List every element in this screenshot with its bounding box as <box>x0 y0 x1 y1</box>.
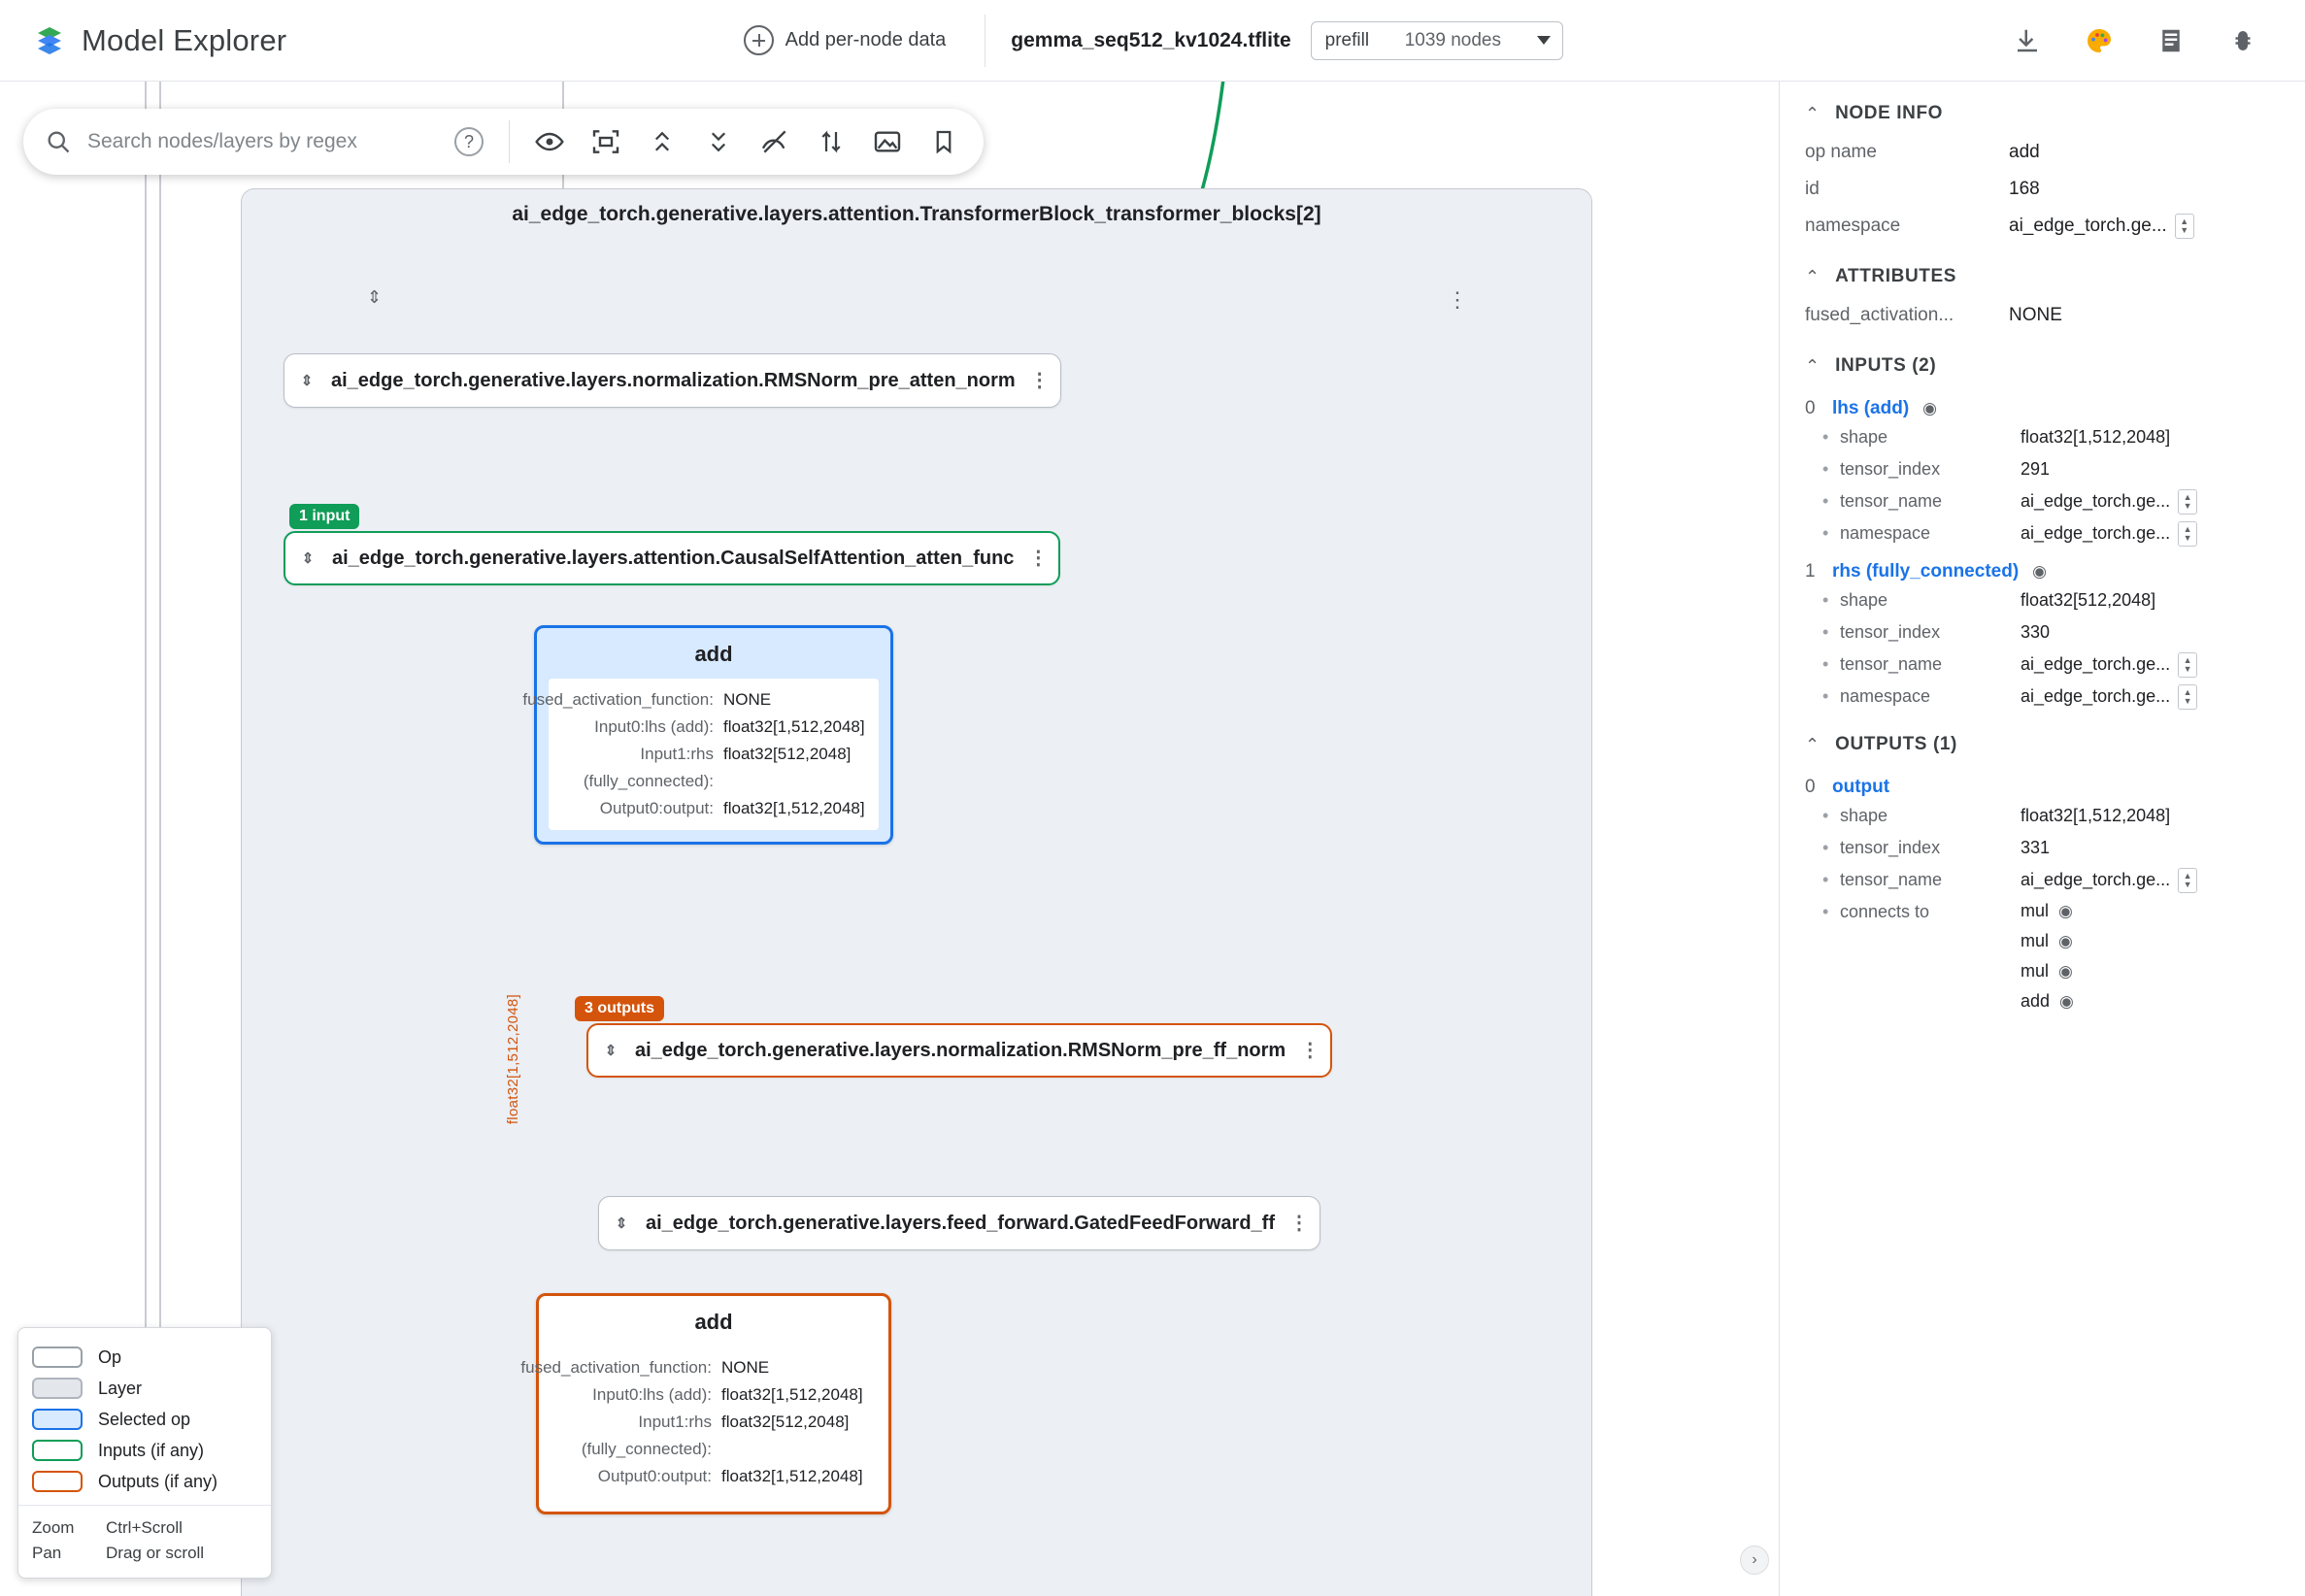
attr-value: float32[1,512,2048] <box>721 1385 863 1404</box>
attr-key: Output0:output: <box>597 1467 712 1485</box>
legend-item-selected-op <box>32 1404 257 1435</box>
section-title: OUTPUTS (1) <box>1835 734 1957 754</box>
model-explorer-logo-icon <box>31 22 68 59</box>
fit-to-screen-icon[interactable] <box>582 117 630 166</box>
bullet-icon: • <box>1822 491 1829 511</box>
row-key: namespace <box>1840 686 1931 706</box>
attr-value: float32[512,2048] <box>721 1413 850 1431</box>
row-value: 168 <box>2009 179 2040 199</box>
plus-icon <box>744 25 774 55</box>
locate-icon[interactable]: ◉ <box>2032 562 2047 581</box>
legend-label: Selected op <box>98 1409 191 1429</box>
bookmark-icon[interactable] <box>919 117 968 166</box>
section-title: ATTRIBUTES <box>1835 266 1957 286</box>
attr-value: float32[1,512,2048] <box>721 1467 863 1485</box>
block-title: ai_edge_torch.generative.layers.attention.TransformerBlock_transformer_blocks[2] <box>512 203 1321 225</box>
input-detail-row <box>1780 681 2305 713</box>
graph-node-count: 1039 nodes <box>1404 29 1502 50</box>
add-per-node-data-button[interactable] <box>730 17 960 63</box>
attr-key: Output0:output: <box>599 799 714 817</box>
row-value: ai_edge_torch.ge... <box>2021 491 2171 511</box>
attr-key: fused_activation_function: <box>520 1358 712 1377</box>
layer-gated-feed-forward[interactable] <box>598 1196 1320 1250</box>
attr-value: float32[512,2048] <box>723 745 852 763</box>
section-title: NODE INFO <box>1835 103 1944 123</box>
flatten-layers-icon[interactable] <box>807 117 855 166</box>
node-info-row <box>1780 134 2305 171</box>
expand-value-icon[interactable]: ▲ ▼ <box>2178 652 2197 678</box>
graph-select-label: prefill <box>1324 29 1370 50</box>
row-value: 330 <box>2021 622 2051 642</box>
legend-label: Inputs (if any) <box>98 1440 205 1460</box>
row-key: tensor_index <box>1840 838 1941 857</box>
expand-value-icon[interactable]: ▲ ▼ <box>2178 489 2197 515</box>
layer-label: ai_edge_torch.generative.layers.attention.CausalSelfAttention_atten_func <box>332 547 1015 569</box>
input-detail-row <box>1780 485 2305 517</box>
layer-swatch-icon <box>32 1378 83 1399</box>
inputs-badge: 1 input <box>289 504 359 529</box>
expand-value-icon[interactable]: ▲ ▼ <box>2178 868 2197 893</box>
add-per-node-data-label: Add per-node data <box>785 29 947 50</box>
divider <box>509 120 510 163</box>
row-value: ai_edge_torch.ge... <box>2021 686 2171 706</box>
locate-icon[interactable]: ◉ <box>1922 399 1938 417</box>
bullet-icon: • <box>1822 902 1829 921</box>
chevron-up-icon: ⌃ <box>1805 266 1821 286</box>
legend-item-outputs <box>32 1466 257 1497</box>
eye-icon[interactable] <box>525 117 574 166</box>
top-bar-center <box>286 15 2006 67</box>
row-key: shape <box>1840 427 1888 447</box>
op-attributes <box>522 679 879 830</box>
node-info-row <box>1780 208 2305 245</box>
hide-edges-icon[interactable] <box>751 117 799 166</box>
layer-menu-icon[interactable]: ⋮ <box>1028 548 1049 569</box>
row-value: ai_edge_torch.ge... <box>2021 523 2171 543</box>
section-node-info[interactable] <box>1780 82 2305 134</box>
bullet-icon: • <box>1822 590 1829 610</box>
row-key: shape <box>1840 806 1888 825</box>
output-detail-row <box>1780 864 2305 896</box>
row-value: float32[1,512,2048] <box>2021 427 2171 447</box>
help-icon[interactable]: ? <box>454 127 484 156</box>
row-key: namespace <box>1840 523 1931 543</box>
input-name[interactable]: lhs (add) <box>1832 398 1910 418</box>
connect-target: add <box>2021 991 2051 1011</box>
output-detail-row <box>1780 800 2305 832</box>
layer-label: ai_edge_torch.generative.layers.feed_forward.GatedFeedForward_ff <box>646 1212 1275 1234</box>
bullet-icon: • <box>1822 870 1829 889</box>
pan-key: Pan <box>32 1544 62 1562</box>
attr-value: NONE <box>721 1358 770 1377</box>
download-icon[interactable] <box>2006 19 2049 62</box>
section-attributes[interactable] <box>1780 245 2305 297</box>
row-value: float32[512,2048] <box>2021 590 2156 610</box>
app-title: Model Explorer <box>82 22 287 57</box>
output-detail-row <box>1780 832 2305 864</box>
input-item-header[interactable] <box>1780 386 2305 421</box>
legend-item-op <box>32 1342 257 1373</box>
bullet-icon: • <box>1822 806 1829 825</box>
layer-pre-ff-norm[interactable] <box>586 1023 1332 1078</box>
attr-key: Input0:lhs (add): <box>592 1385 712 1404</box>
row-key: tensor_name <box>1840 654 1943 674</box>
graph-select[interactable] <box>1311 21 1563 60</box>
search-toolbar <box>23 109 984 175</box>
row-value: ai_edge_torch.ge... <box>2021 654 2171 674</box>
locate-icon[interactable]: ◉ <box>2059 992 2074 1011</box>
chevron-up-icon: ⌃ <box>1805 734 1821 754</box>
legend-item-layer <box>32 1373 257 1404</box>
attr-key: Input1:rhs (fully_connected): <box>583 745 714 790</box>
op-title: add <box>694 1310 733 1334</box>
palette-icon[interactable] <box>2078 19 2121 62</box>
op-node-add-selected[interactable] <box>522 625 893 845</box>
model-file-name: gemma_seq512_kv1024.tflite <box>1011 28 1291 51</box>
bullet-icon: • <box>1822 523 1829 543</box>
connect-target: mul <box>2021 961 2050 981</box>
top-bar-right <box>2006 19 2288 62</box>
row-value: ai_edge_torch.ge... <box>2021 870 2171 889</box>
legend-label: Outputs (if any) <box>98 1471 218 1491</box>
app-logo-area <box>17 22 286 59</box>
layer-label: ai_edge_torch.generative.layers.normalization.RMSNorm_pre_ff_norm <box>635 1039 1286 1061</box>
attr-value: NONE <box>723 690 772 709</box>
connects-to-item[interactable] <box>2021 926 2074 956</box>
output-index: 0 <box>1805 777 1816 797</box>
attr-key: Input1:rhs (fully_connected): <box>581 1413 712 1458</box>
legend-shortcuts <box>18 1505 271 1578</box>
chevron-up-icon: ⌃ <box>1805 355 1821 376</box>
chevron-down-icon <box>1537 36 1551 45</box>
connects-to-item[interactable] <box>2021 956 2074 986</box>
bullet-icon: • <box>1822 838 1829 857</box>
node-info-row <box>1780 171 2305 208</box>
row-value: 291 <box>2021 459 2051 479</box>
row-value: float32[1,512,2048] <box>2021 806 2171 825</box>
zoom-key: Zoom <box>32 1518 75 1537</box>
op-title: add <box>694 642 733 666</box>
bullet-icon: • <box>1822 427 1829 447</box>
layer-menu-icon[interactable]: ⋮ <box>1029 370 1050 391</box>
layer-label: ai_edge_torch.generative.layers.normalization.RMSNorm_pre_atten_norm <box>331 369 1016 391</box>
row-value: NONE <box>2009 305 2062 325</box>
expand-icon[interactable]: ⇕ <box>300 372 314 389</box>
bullet-icon: • <box>1822 686 1829 706</box>
block-menu-icon[interactable]: ⋮ <box>1447 287 1468 312</box>
section-outputs[interactable] <box>1780 713 2305 765</box>
input-detail-row <box>1780 648 2305 681</box>
input-name[interactable]: rhs (fully_connected) <box>1832 561 2020 582</box>
connects-to-list <box>2021 896 2074 1016</box>
connects-to-item[interactable] <box>2021 896 2074 926</box>
row-key: namespace <box>1805 216 1901 236</box>
block-expand-icon[interactable]: ⇕ <box>367 287 383 307</box>
legend-item-inputs <box>32 1435 257 1466</box>
op-attributes <box>520 1347 877 1498</box>
row-key: fused_activation... <box>1805 305 1954 325</box>
outputs-badge: 3 outputs <box>575 996 664 1021</box>
row-key: tensor_name <box>1840 491 1943 511</box>
locate-icon[interactable]: ◉ <box>2058 932 2073 950</box>
locate-icon[interactable]: ◉ <box>2058 902 2073 920</box>
snapshot-icon[interactable] <box>863 117 912 166</box>
pan-value: Drag or scroll <box>106 1544 205 1562</box>
attr-value: float32[1,512,2048] <box>723 799 865 817</box>
details-panel <box>1779 82 2305 1596</box>
inputs-swatch-icon <box>32 1440 83 1461</box>
expand-value-icon[interactable]: ▲ ▼ <box>2178 684 2197 710</box>
legend-label: Op <box>98 1347 122 1367</box>
bullet-icon: • <box>1822 459 1829 479</box>
expand-icon[interactable]: ⇕ <box>301 549 315 567</box>
input-detail-row <box>1780 421 2305 453</box>
section-inputs[interactable] <box>1780 334 2305 386</box>
expand-value-icon[interactable]: ▲ ▼ <box>2178 521 2197 547</box>
legend-panel <box>17 1327 272 1579</box>
layer-menu-icon[interactable]: ⋮ <box>1300 1040 1320 1061</box>
row-key: op name <box>1805 142 1877 162</box>
op-node-add-output[interactable] <box>520 1293 891 1514</box>
expand-layers-icon[interactable] <box>638 117 686 166</box>
bullet-icon: • <box>1822 622 1829 642</box>
layer-causal-self-attention[interactable] <box>284 531 1060 585</box>
attr-value: float32[1,512,2048] <box>723 717 865 736</box>
layer-menu-icon[interactable]: ⋮ <box>1289 1213 1309 1234</box>
input-item-header[interactable] <box>1780 549 2305 584</box>
row-key: tensor_index <box>1840 622 1941 642</box>
outputs-swatch-icon <box>32 1471 83 1492</box>
row-key: id <box>1805 179 1820 199</box>
expand-value-icon[interactable]: ▲ ▼ <box>2175 214 2194 239</box>
input-detail-row <box>1780 517 2305 549</box>
zoom-value: Ctrl+Scroll <box>106 1518 183 1537</box>
chevron-up-icon: ⌃ <box>1805 103 1821 123</box>
legend-label: Layer <box>98 1378 143 1398</box>
connect-target: mul <box>2021 931 2050 950</box>
connect-target: mul <box>2021 901 2050 920</box>
expand-icon[interactable]: ⇕ <box>615 1214 628 1232</box>
connects-to-item[interactable] <box>2021 986 2074 1016</box>
input-detail-row <box>1780 453 2305 485</box>
row-key: shape <box>1840 590 1888 610</box>
row-key: connects to <box>1840 902 1930 921</box>
graph-canvas[interactable] <box>0 82 1779 1596</box>
bullet-icon: • <box>1822 654 1829 674</box>
output-connects-row <box>1780 896 2305 1016</box>
row-value: 331 <box>2021 838 2051 857</box>
input-detail-row <box>1780 616 2305 648</box>
panel-collapse-arrow[interactable]: › <box>1740 1546 1769 1575</box>
attribute-row <box>1780 297 2305 334</box>
row-key: tensor_name <box>1840 870 1943 889</box>
input-index: 1 <box>1805 561 1816 582</box>
document-icon[interactable] <box>2150 19 2192 62</box>
input-detail-row <box>1780 584 2305 616</box>
row-value: ai_edge_torch.ge... <box>2009 216 2167 236</box>
locate-icon[interactable]: ◉ <box>2058 962 2073 981</box>
output-item-header[interactable] <box>1780 765 2305 800</box>
op-swatch-icon <box>32 1347 83 1368</box>
search-input[interactable] <box>85 122 454 161</box>
expand-all-layers-icon[interactable] <box>694 117 743 166</box>
bug-icon[interactable] <box>2221 19 2264 62</box>
section-title: INPUTS (2) <box>1835 355 1937 376</box>
selected-op-swatch-icon <box>32 1409 83 1430</box>
row-key: tensor_index <box>1840 459 1941 479</box>
attr-key: fused_activation_function: <box>522 690 714 709</box>
row-value: add <box>2009 142 2040 162</box>
layer-pre-atten-norm[interactable] <box>284 353 1061 408</box>
edge-tensor-label: float32[1,512,2048] <box>505 994 521 1125</box>
graph-tool-buttons <box>525 117 968 166</box>
attr-key: Input0:lhs (add): <box>594 717 714 736</box>
legend-items <box>18 1328 271 1505</box>
search-icon <box>45 128 72 155</box>
expand-icon[interactable]: ⇕ <box>604 1042 618 1059</box>
top-bar <box>0 0 2305 82</box>
output-name[interactable]: output <box>1832 777 1890 797</box>
input-index: 0 <box>1805 398 1816 418</box>
